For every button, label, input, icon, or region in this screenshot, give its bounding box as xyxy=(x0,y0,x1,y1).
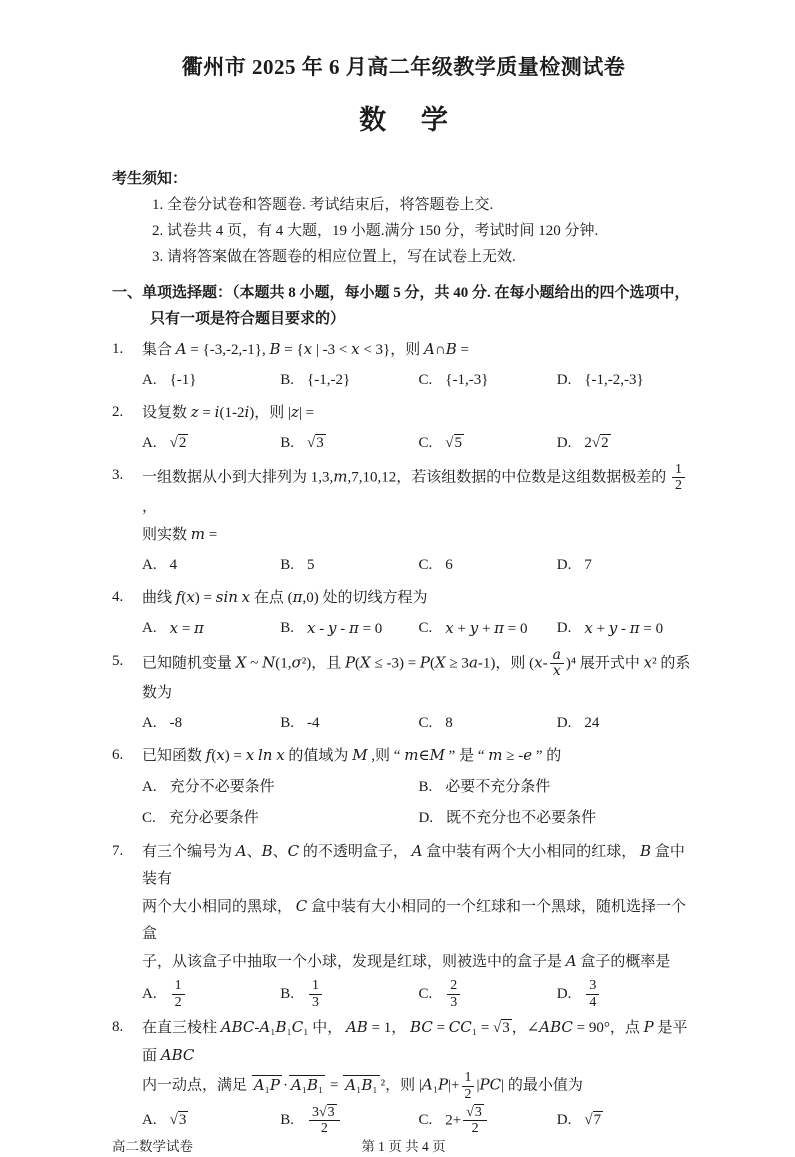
option-text xyxy=(584,978,601,1010)
option-text: -4 xyxy=(307,715,320,732)
notice-heading: 考生须知： xyxy=(112,170,188,187)
question xyxy=(112,838,695,1010)
section-desc: （本题共 8 小题，每小题 5 分，共 40 分. 在每小题给出的四个选项中，只有一项是符合题目要求的） xyxy=(150,284,690,327)
fraction: $\frac{2}{3}$ xyxy=(447,978,460,1010)
option-text: 充分必要条件 xyxy=(168,810,259,827)
option-text: 7 xyxy=(584,556,592,573)
stem-line: 有三个编号为 A、B、C 的不透明盒子， A 盒中装有两个大小相同的红球， B 盒中装有 xyxy=(142,842,685,888)
option-text: 5 xyxy=(307,556,315,573)
question-number: 6. xyxy=(112,747,124,764)
question-stem xyxy=(142,399,695,427)
option xyxy=(557,709,695,738)
option-text: 2+ $\frac{√3}{2}$ xyxy=(445,1105,489,1137)
options-row xyxy=(112,366,695,395)
radical: √2 xyxy=(169,434,187,451)
exam-subject: 数 学 xyxy=(359,104,462,135)
option xyxy=(419,614,557,644)
options-row xyxy=(112,772,695,834)
option xyxy=(280,1105,418,1137)
option xyxy=(419,366,557,395)
option xyxy=(280,978,418,1010)
option xyxy=(142,366,280,395)
fraction: $\frac{a}{x}$ xyxy=(550,648,564,680)
option-label: D. xyxy=(556,556,572,573)
stem-line: 已知随机变量 X ~ N(1,σ²)，且 P(X ≤ -3) = P(X ≥ 3a-1)，则 (x- $\frac{a}{x}$ )⁴ 展开式中 x² 的系 xyxy=(142,646,691,680)
question-number: 3. xyxy=(112,466,124,483)
option xyxy=(419,551,557,580)
option-label: D. xyxy=(556,985,572,1002)
question-number: 2. xyxy=(112,403,124,420)
option xyxy=(557,429,695,458)
option-text xyxy=(445,429,464,458)
question xyxy=(112,742,695,834)
option-label: B. xyxy=(418,779,433,796)
option-text xyxy=(170,1106,189,1135)
option xyxy=(280,614,418,644)
option xyxy=(142,429,280,458)
stem-line: 一组数据从小到大排列为 1,3,m,7,10,12，若该组数据的中位数是这组数据极差的 $\frac{1}{2}$ ， xyxy=(142,462,695,521)
option xyxy=(280,429,418,458)
fraction: $\frac{3√3}{2}$ xyxy=(309,1105,340,1137)
option-label: A. xyxy=(142,371,157,388)
option-label: B. xyxy=(280,434,295,451)
option-label: B. xyxy=(280,1112,295,1129)
section-heading xyxy=(112,280,695,332)
option-text: x + y - π = 0 xyxy=(584,618,664,637)
option-label: D. xyxy=(418,810,434,827)
option-label: D. xyxy=(556,1112,572,1129)
fraction: $\frac{1}{2}$ xyxy=(172,978,185,1010)
stem-line: 子，从该盒子中抽取一个小球，发现是红球，则被选中的盒子是 A 盒子的概率是 xyxy=(142,952,671,971)
stem-line: 在直三棱柱 ABC-A₁B₁C₁ 中， AB = 1， BC = CC₁ = √3 ，∠ABC = 90°，点 P 是平面 ABC xyxy=(142,1018,688,1065)
option xyxy=(280,709,418,738)
stem-line: 则实数 m = xyxy=(142,524,218,543)
option-label: B. xyxy=(280,371,295,388)
option xyxy=(280,366,418,395)
question xyxy=(112,1014,695,1137)
option-text: 24 xyxy=(584,715,600,732)
option-text: {-1} xyxy=(169,371,197,388)
vector-overline: A₁B₁ xyxy=(345,1075,378,1094)
radical: √3 xyxy=(492,1020,510,1037)
question xyxy=(112,336,695,395)
question-number: 1. xyxy=(112,340,124,357)
option xyxy=(280,551,418,580)
option-label: D. xyxy=(556,715,572,732)
notice-item: 3. 请将答案做在答题卷的相应位置上，写在试卷上无效. xyxy=(152,248,516,265)
option-text xyxy=(445,978,462,1010)
question-stem xyxy=(142,584,695,612)
option-label: C. xyxy=(418,715,433,732)
stem-line: 已知函数 f(x) = x ln x 的值域为 M ,则 “ m∈M ” 是 “ m ≥ -e ” 的 xyxy=(142,746,562,765)
option xyxy=(142,614,280,644)
option-text xyxy=(307,429,326,458)
option-text: x - y - π = 0 xyxy=(307,618,383,637)
options-row xyxy=(112,614,695,644)
option-text: 充分不必要条件 xyxy=(169,779,275,796)
option xyxy=(142,772,419,803)
question-number: 7. xyxy=(112,843,124,860)
option-label: A. xyxy=(142,1112,157,1129)
question-number: 4. xyxy=(112,588,124,605)
option xyxy=(142,709,280,738)
radical: √3 xyxy=(466,1104,482,1120)
option-text xyxy=(170,978,187,1010)
notice-item: 1. 全卷分试卷和答题卷. 考试结束后，将答题卷上交. xyxy=(152,196,494,213)
fraction: $\frac{1}{2}$ xyxy=(672,462,685,494)
radical: √2 xyxy=(591,434,609,451)
question-number: 5. xyxy=(112,652,124,669)
question-stem xyxy=(142,336,695,364)
footer xyxy=(112,1137,695,1157)
option-label: C. xyxy=(418,620,433,637)
footer-doc-name: 高二数学试卷 xyxy=(112,1138,193,1154)
question xyxy=(112,648,695,738)
option-label: D. xyxy=(556,620,572,637)
radical: √5 xyxy=(445,434,462,451)
notice-item: 2. 试卷共 4 页，有 4 大题，19 小题.满分 150 分，考试时间 120 分钟. xyxy=(152,222,599,239)
section-title: 一、单项选择题： xyxy=(112,284,233,301)
options-row xyxy=(112,551,695,580)
question-stem xyxy=(142,462,695,549)
option-label: A. xyxy=(142,434,157,451)
question xyxy=(112,462,695,580)
option xyxy=(142,1105,280,1137)
question-number: 8. xyxy=(112,1019,124,1036)
option xyxy=(419,803,696,834)
option-label: B. xyxy=(280,715,295,732)
option-text: 既不充分也不必要条件 xyxy=(446,810,597,827)
option xyxy=(419,709,557,738)
option-text xyxy=(584,1106,603,1135)
option xyxy=(142,978,280,1010)
stem-line: 设复数 z = i(1-2i)，则 |z| = xyxy=(142,402,315,421)
question xyxy=(112,584,695,644)
option-text: 2√2 xyxy=(584,434,609,451)
stem-line: 数为 xyxy=(142,685,173,702)
options-row xyxy=(112,709,695,738)
options-row xyxy=(112,429,695,458)
option xyxy=(557,1105,695,1137)
option-label: C. xyxy=(418,434,433,451)
option xyxy=(419,772,696,803)
stem-line: 曲线 f(x) = sin x 在点 (π,0) 处的切线方程为 xyxy=(142,587,428,606)
stem-line: 集合 A = {-3,-2,-1}, B = {x | -3 < x < 3}，则 A∩B = xyxy=(142,339,469,358)
vector-overline: A₁P xyxy=(253,1075,280,1094)
question-list xyxy=(112,332,695,1137)
options-row xyxy=(112,1105,695,1137)
radical: √3 xyxy=(169,1112,187,1129)
option-label: D. xyxy=(556,434,572,451)
option-text: {-1,-2} xyxy=(307,371,351,388)
option-label: D. xyxy=(556,371,572,388)
radical: √7 xyxy=(584,1112,602,1129)
notice-section xyxy=(112,166,695,270)
option xyxy=(557,978,695,1010)
option-label: B. xyxy=(280,556,295,573)
option-text xyxy=(170,429,189,458)
option xyxy=(557,366,695,395)
option-text xyxy=(307,1105,342,1137)
option xyxy=(419,1105,557,1137)
option-label: A. xyxy=(142,985,157,1002)
radical: √3 xyxy=(318,1104,335,1120)
option-label: C. xyxy=(418,556,433,573)
option-text: 6 xyxy=(445,556,453,573)
fraction: $\frac{3}{4}$ xyxy=(586,978,599,1010)
footer-page-indicator: 第 1 页 共 4 页 xyxy=(361,1138,446,1154)
option-label: A. xyxy=(142,715,157,732)
vector-overline: A₁B₁ xyxy=(290,1075,324,1094)
option-text: {-1,-3} xyxy=(445,371,489,388)
option xyxy=(142,803,419,834)
option-text: x = π xyxy=(169,618,204,637)
option xyxy=(142,551,280,580)
option-text: -8 xyxy=(169,715,183,732)
options-row xyxy=(112,978,695,1010)
option xyxy=(419,978,557,1010)
question-stem xyxy=(142,1014,695,1102)
question-stem xyxy=(142,838,695,976)
stem-line: 两个大小相同的黑球， C 盒中装有大小相同的一个红球和一个黑球，随机选择一个盒 xyxy=(142,897,687,943)
option-label: C. xyxy=(142,810,156,827)
exam-title: 衢州市 2025 年 6 月高二年级教学质量检测试卷 xyxy=(181,55,626,79)
question xyxy=(112,399,695,458)
option-label: C. xyxy=(418,985,433,1002)
option xyxy=(557,551,695,580)
stem-line: 内一动点，满足 A₁P · A₁B₁ = A₁B₁ ²，则 |A₁P|+ $\frac{1}{2}$ |PC| 的最小值为 xyxy=(142,1070,583,1102)
option-text: 4 xyxy=(169,556,178,573)
option-label: B. xyxy=(280,985,295,1002)
option-text: 8 xyxy=(445,715,453,732)
option-text: x + y + π = 0 xyxy=(445,618,528,637)
option-label: A. xyxy=(142,779,157,796)
option-label: A. xyxy=(142,620,157,637)
option xyxy=(419,429,557,458)
option-label: C. xyxy=(418,371,433,388)
option-label: B. xyxy=(280,620,295,637)
option-label: C. xyxy=(418,1112,433,1129)
fraction: $\frac{1}{2}$ xyxy=(462,1070,475,1102)
option-text: {-1,-2,-3} xyxy=(584,371,644,388)
option-label: A. xyxy=(142,556,157,573)
fraction: $\frac{√3}{2}$ xyxy=(463,1105,487,1137)
fraction: $\frac{1}{3}$ xyxy=(309,978,322,1010)
option xyxy=(557,614,695,644)
radical: √3 xyxy=(307,434,324,451)
question-stem xyxy=(142,648,695,707)
question-stem xyxy=(142,742,695,770)
option-text: 必要不充分条件 xyxy=(445,779,551,796)
option-text xyxy=(307,978,324,1010)
